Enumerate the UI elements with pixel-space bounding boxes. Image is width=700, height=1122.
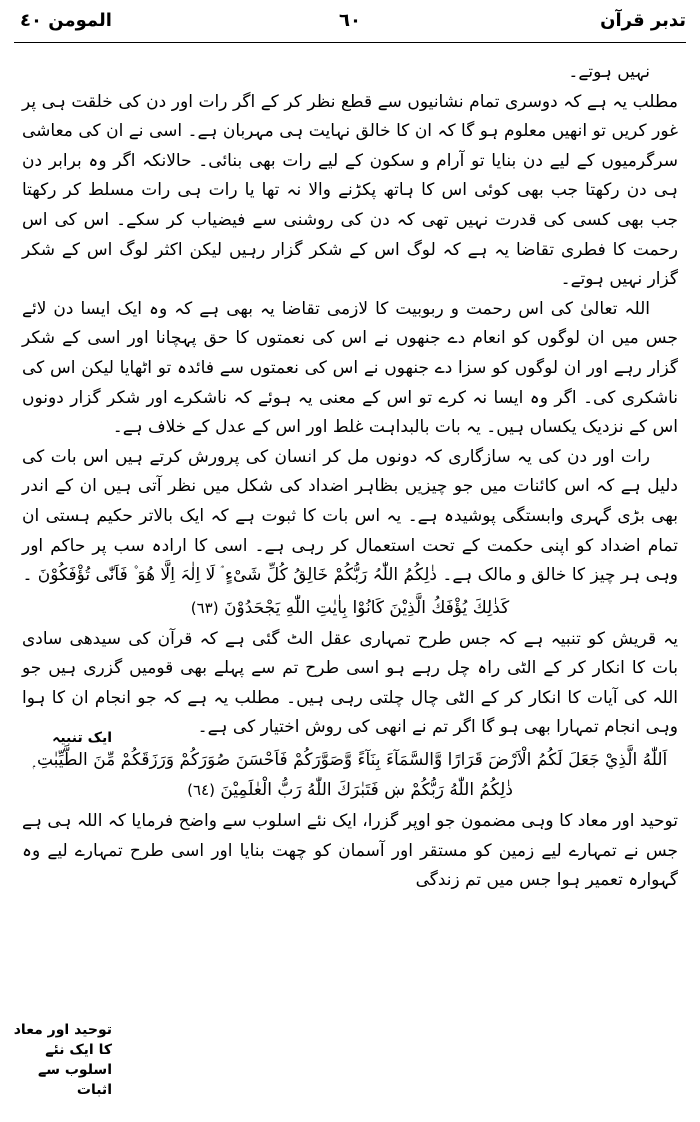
- header-rule: [14, 42, 686, 43]
- paragraph-4: رات اور دن کی یہ سازگاری کہ دونوں مل کر انسان کی پرورش کرتے ہیں اس بات کی دلیل ہے کہ اس کائنات میں جو چیزیں بظاہر اضداد کی شکل میں نظر آتی ہیں ان کے اندر بھی بڑی گہری وابستگی پوشیدہ ہے۔ یہ اس بات کا ثبوت ہے کہ ایک بالاتر حکیم ہستی ان تمام اضداد کو اپنی حکمت کے تحت استعمال کر رہی ہے۔ اسی کا ارادہ سب پر حاکم اور وہی ہر چیز کا خالق و مالک ہے۔ ذٰلِکُمُ اللّٰہُ رَبُّکُمْ خَالِقُ کُلِّ شَیْءٍ ۘ لَا اِلٰہَ اِلَّا ھُوَ ۫ فَاَنّٰی تُؤْفَکُوْنَ ۔: [22, 446, 678, 586]
- paragraph-3: اللہ تعالیٰ کی اس رحمت و ربوبیت کا لازمی تقاضا یہ بھی ہے کہ وہ ایک ایسا دن لائے جس میں ان لوگوں کو انعام دے جنھوں نے اس کی نعمتوں کا حق پہچانا اور اسی کے شکر گزار رہے اور ان لوگوں کو سزا دے جنھوں نے اس کی نعمتوں سے فائدہ تو اٹھایا لیکن اس کی ناشکری کی۔ اگر وہ ایسا نہ کرے تو اس کے معنی یہ ہوئے کہ ناشکرے اور شکر گزار دونوں اس کے نزدیک یکساں ہیں۔ یہ بات بالبداہت غلط اور اس کے عدل کے خلاف ہے۔: [22, 298, 678, 438]
- side-note-warning: ایک تنبیہ: [52, 730, 112, 746]
- ayah-63: [22, 593, 678, 623]
- surah-label: المومن ٤٠: [20, 10, 112, 31]
- paragraph-2: مطلب یہ ہے کہ دوسری تمام نشانیوں سے قطع نظر کر کے اگر رات اور دن کی خلقت ہی پر غور کریں تو انھیں معلوم ہو گا کہ ان کا خالق نہایت ہی مہربان ہے۔ اسی نے ان کی معاشی سرگرمیوں کے لیے دن بنایا تو آرام و سکون کے لیے رات بھی بنائی۔ حالانکہ اگر وہ برابر دن ہی دن رکھتا جب بھی کوئی اس کا ہاتھ پکڑنے والا نہ تھا یا رات ہی رات مسلط کر رکھتا جب بھی کسی کی قدرت نہیں تھی کہ دن کی روشنی سے فیضیاب کر سکے۔ اس کی اس رحمت کا فطری تقاضا یہ ہے کہ لوگ اس کے شکر گزار رہیں لیکن اکثر لوگ اس کے شکر گزار نہیں ہوتے۔: [22, 91, 678, 290]
- paragraph-ayah-64: توحید اور معاد کا وہی مضمون جو اوپر گزرا، ایک نئے اسلوب سے واضح فرمایا کہ اللہ ہی ہے جس نے تمہارے لیے زمین کو مستقر اور آسمان کو چھت بنایا اور اسی طرح تمہارے لیے وہ گہوارہ تعمیر ہوا جس میں تم زندگی: [22, 811, 678, 891]
- ayah-63-text: كَذٰلِكَ يُؤْفَكُ الَّذِيْنَ كَانُوْا بِاٰيٰتِ اللّٰهِ يَجْحَدُوْنَ: [224, 597, 510, 618]
- side-note-tawhid: توحید اور معاد کا ایک نئے اسلوب سے اثبات: [13, 1022, 112, 1098]
- paragraph-ayah-63: یہ قریش کو تنبیہ ہے کہ جس طرح تمہاری عقل الٹ گئی ہے کہ قرآن کی سیدھی سادی بات کا انکار کر کے الٹی راہ چل رہے ہو اسی طرح تم سے پہلے بھی قومیں گزری ہیں جو اللہ کی آیات کا انکار کر کے الٹی چال چلتی رہی ہیں۔ مطلب یہ ہے کہ جو انجام ان کا ہوا وہی انجام تمہارا بھی ہو گا اگر تم نے انھی کی روش اختیار کی ہے۔: [22, 628, 678, 738]
- page-number: ٦٠: [339, 10, 361, 31]
- page-body: [22, 58, 678, 896]
- ayah-64: [22, 745, 678, 805]
- paragraph-1: نہیں ہوتے۔: [568, 62, 650, 82]
- ayah-63-ref: (٦٣): [190, 598, 219, 617]
- ayah-64-ref: (٦٤): [187, 781, 215, 800]
- ayah-64-text: اَللّٰهُ الَّذِيْ جَعَلَ لَكُمُ الْاَرْضَ قَرَارًا وَّالسَّمَآءَ بِنَآءً وَّصَوَّرَكُمْ فَاَحْسَنَ صُوَرَكُمْ وَرَزَقَكُمْ مِّنَ الطَّيِّبٰتِ ۭ ذٰلِكُمُ اللّٰهُ رَبُّكُمْ ښ فَتَبٰرَكَ اللّٰهُ رَبُّ الْعٰلَمِيْنَ: [32, 750, 668, 801]
- book-title: تدبر قرآن: [600, 10, 686, 31]
